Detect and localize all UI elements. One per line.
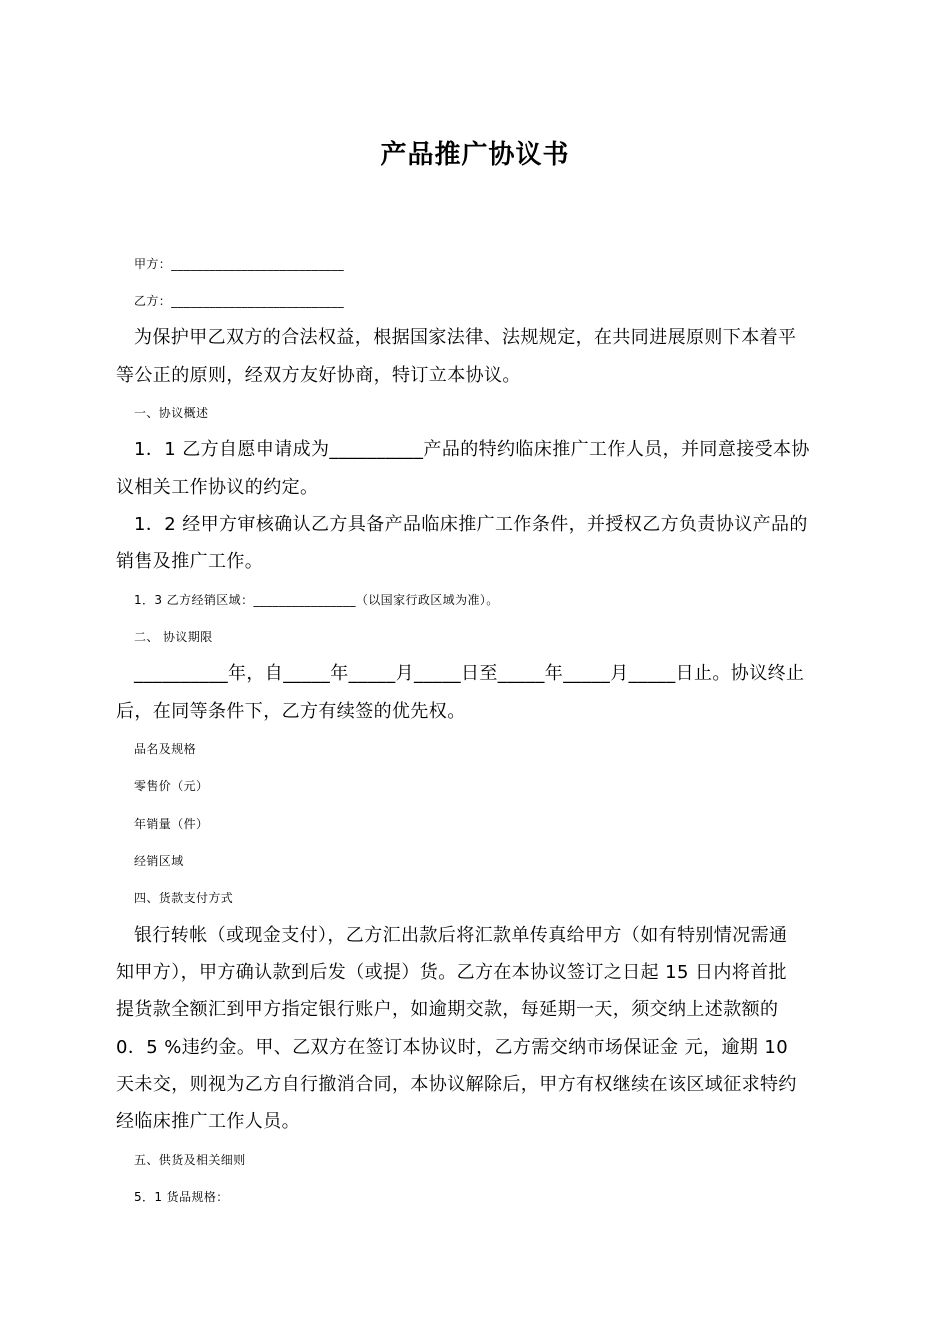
paragraph-line: 议相关工作协议的约定。 xyxy=(116,477,319,498)
section-heading: 二、 协议期限 xyxy=(134,630,213,644)
paragraph-line: 经临床推广工作人员。 xyxy=(116,1111,300,1132)
paragraph-line: 银行转帐（或现金支付），乙方汇出款后将汇款单传真给甲方（如有特别情况需通 xyxy=(134,925,788,946)
paragraph-line: 销售及推广工作。 xyxy=(116,551,264,572)
field-label: 品名及规格 xyxy=(134,742,197,756)
paragraph-line: 0．5 %违约金。甲、乙双方在签订本协议时，乙方需交纳市场保证金 元，逾期 10 xyxy=(116,1037,789,1058)
section-heading: 四、货款支付方式 xyxy=(134,891,234,905)
paragraph-line: 1．1 乙方自愿申请成为__________产品的特约临床推广工作人员，并同意接受本协 xyxy=(134,439,810,460)
paragraph-line: 5．1 货品规格： xyxy=(134,1190,229,1204)
section-heading: 一、协议概述 xyxy=(134,406,209,420)
document-title: 产品推广协议书 xyxy=(380,140,570,170)
paragraph-line: 后，在同等条件下，乙方有续签的优先权。 xyxy=(116,701,466,722)
section-heading: 五、供货及相关细则 xyxy=(134,1153,246,1167)
field-label: 经销区域 xyxy=(134,854,184,868)
paragraph-line: 等公正的原则，经双方友好协商，特订立本协议。 xyxy=(116,365,521,386)
field-label: 年销量（件） xyxy=(134,817,209,831)
party-b-line: 乙方：___________________________ xyxy=(134,294,345,308)
paragraph-line: 天未交，则视为乙方自行撤消合同，本协议解除后，甲方有权继续在该区域征求特约 xyxy=(116,1074,797,1095)
paragraph-line: 为保护甲乙双方的合法权益，根据国家法律、法规规定，在共同进展原则下本着平 xyxy=(134,327,797,348)
paragraph-line: __________年，自_____年_____月_____日至_____年_____月_____日止。协议终止 xyxy=(134,663,805,684)
field-label: 零售价（元） xyxy=(134,779,209,793)
paragraph-line: 知甲方），甲方确认款到后发（或提）货。乙方在本协议签订之日起 15 日内将首批 xyxy=(116,962,787,983)
paragraph-line: 1．3 乙方经销区域：________________（以国家行政区域为准）。 xyxy=(134,593,499,607)
paragraph-line: 提货款全额汇到甲方指定银行账户，如逾期交款，每延期一天，须交纳上述款额的 xyxy=(116,999,779,1020)
party-a-line: 甲方：___________________________ xyxy=(134,257,345,271)
paragraph-line: 1．2 经甲方审核确认乙方具备产品临床推广工作条件，并授权乙方负责协议产品的 xyxy=(134,514,808,535)
